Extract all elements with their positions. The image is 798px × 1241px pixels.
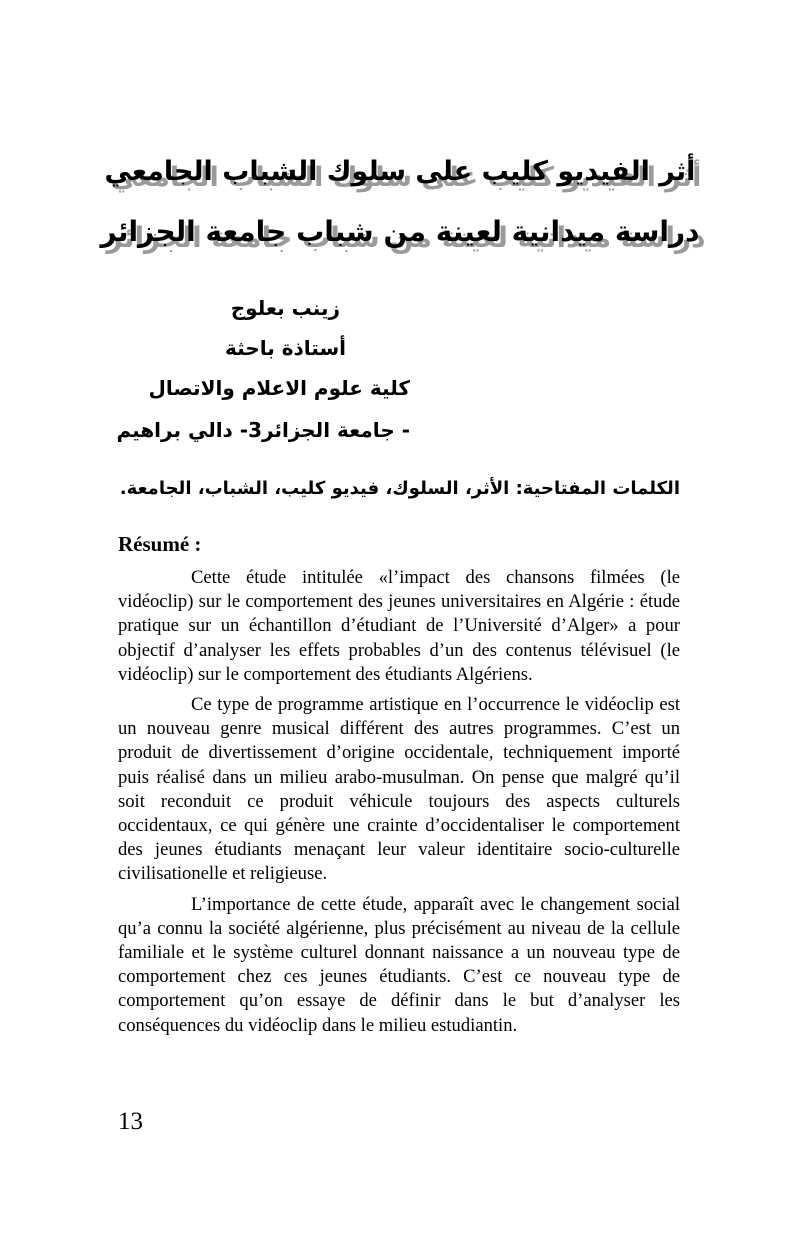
author-faculty: كلية علوم الاعلام والاتصال [148,376,410,400]
title-line-2: دراسة ميدانية لعينة من شباب جامعة الجزائر [100,215,700,248]
keywords-line: الكلمات المفتاحية: الأثر، السلوك، فيديو كليب، الشباب، الجامعة. [119,478,680,499]
abstract-body [118,566,680,1044]
author-position: أستاذة باحثة [225,336,346,360]
author-university: - جامعة الجزائر3- دالي براهيم [116,418,410,442]
title-line-1: أثر الفيديو كليب على سلوك الشباب الجامعي [104,156,696,187]
article-title [100,142,700,262]
abstract-paragraph-3: L’importance de cette étude, apparaît avec le changement social qu’a connu la société algérienne, plus précisément au niveau de la cellule familiale et le système culturel donnant naissance a un nouveau type de comportement chez ces jeunes étudiants. C’est ce nouveau type de comportement qu’on essaye de définir dans le but d’analyser les conséquences du vidéoclip dans le milieu estudiantin. [118,893,680,1036]
page-number: 13 [118,1108,143,1135]
resume-heading: Résumé : [118,532,202,556]
abstract-paragraph-1: Cette étude intitulée «l’impact des chansons filmées (le vidéoclip) sur le comportement des jeunes universitaires en Algérie : étude pratique sur un échantillon d’étudiant de l’Université d’Alger» a pour objectif d’analyser les effets probables d’un des contenus télévisuel (le vidéoclip) sur le comportement des étudiants Algériens. [118,567,680,685]
author-name: زينب بعلوج [230,296,340,320]
abstract-paragraph-2: Ce type de programme artistique en l’occurrence le vidéoclip est un nouveau genre musical différent des autres programmes. C’est un produit de divertissement d’origine occidentale, techniquement importé puis réalisé dans un milieu arabo-musulman. On pense que malgré qu’il soit reconduit ce produit véhicule toujours des aspects culturels occidentaux, ce qui génère une crainte d’occidentaliser le comportement des jeunes étudiants menaçant leur valeur identitaire socio-culturelle civilisationelle et religieuse. [118,694,680,885]
